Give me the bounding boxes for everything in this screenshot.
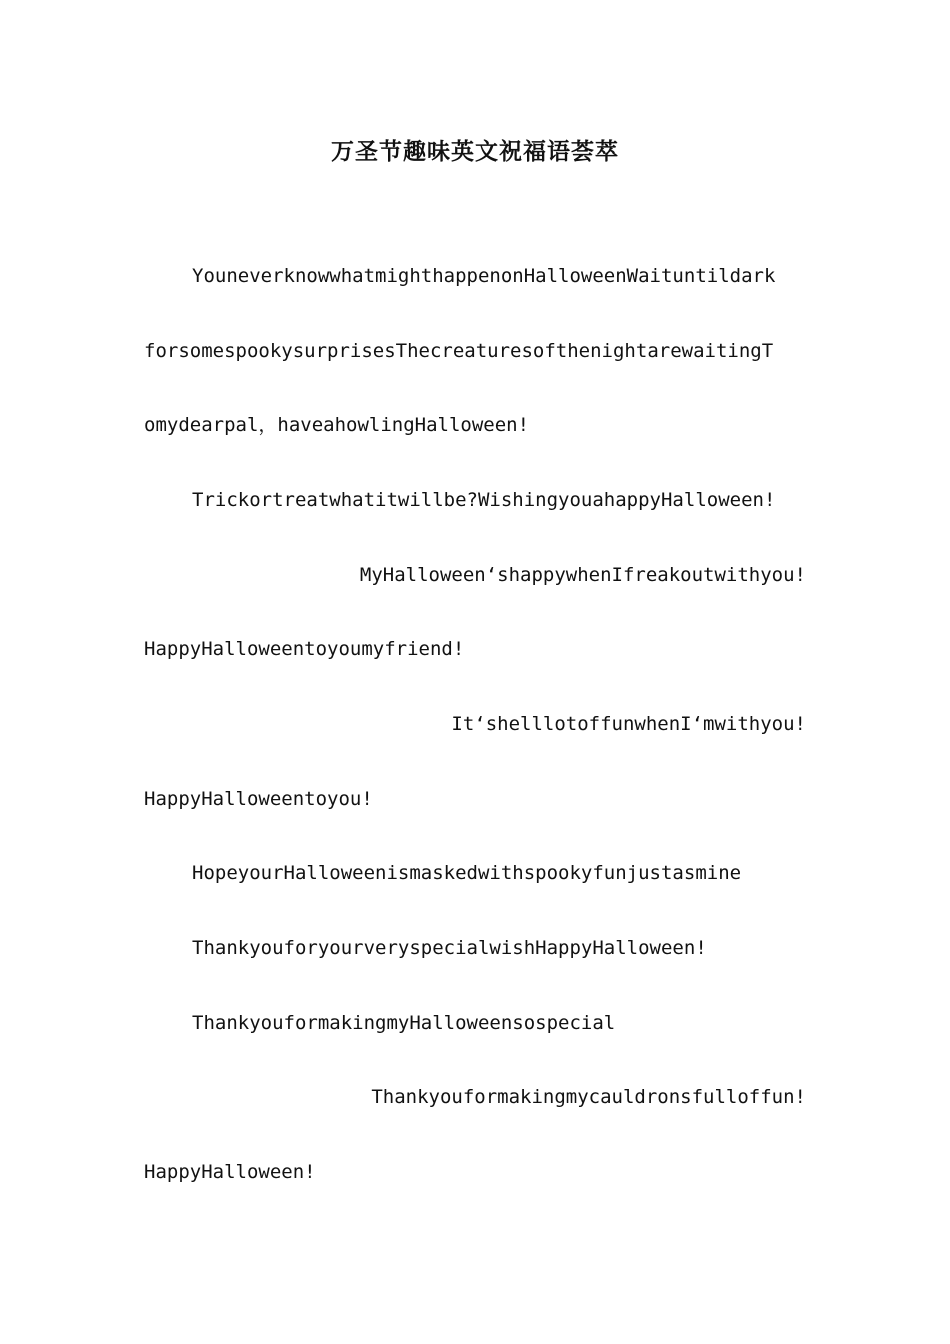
text-line: Thankyouformakingmycauldronsfulloffun! bbox=[371, 1086, 806, 1108]
text-line: It‘shelllotoffunwhenI‘mwithyou! bbox=[451, 713, 806, 735]
text-line: ThankyouformakingmyHalloweensospecial bbox=[192, 1012, 616, 1034]
text-line: HappyHalloweentoyoumyfriend! bbox=[144, 638, 465, 660]
text-line: HappyHalloween! bbox=[144, 1161, 316, 1183]
text-line: forsomespookysurprisesThecreaturesofthenightarewaitingT bbox=[144, 340, 774, 362]
text-line: omydearpal，haveahowlingHalloween! bbox=[144, 414, 530, 436]
text-line: MyHalloween‘shappywhenIfreakoutwithyou! bbox=[359, 564, 806, 586]
text-line: YouneverknowwhatmighthappenonHalloweenWaituntildark bbox=[192, 265, 776, 287]
text-line: HopeyourHalloweenismaskedwithspookyfunjustasmine bbox=[192, 862, 742, 884]
text-line: HappyHalloweentoyou! bbox=[144, 788, 373, 810]
document-title: 万圣节趣味英文祝福语荟萃 bbox=[331, 139, 619, 165]
text-line: ThankyouforyourveryspecialwishHappyHalloween! bbox=[192, 937, 707, 959]
text-line: Trickortreatwhatitwillbe?WishingyouahappyHalloween! bbox=[192, 489, 776, 511]
